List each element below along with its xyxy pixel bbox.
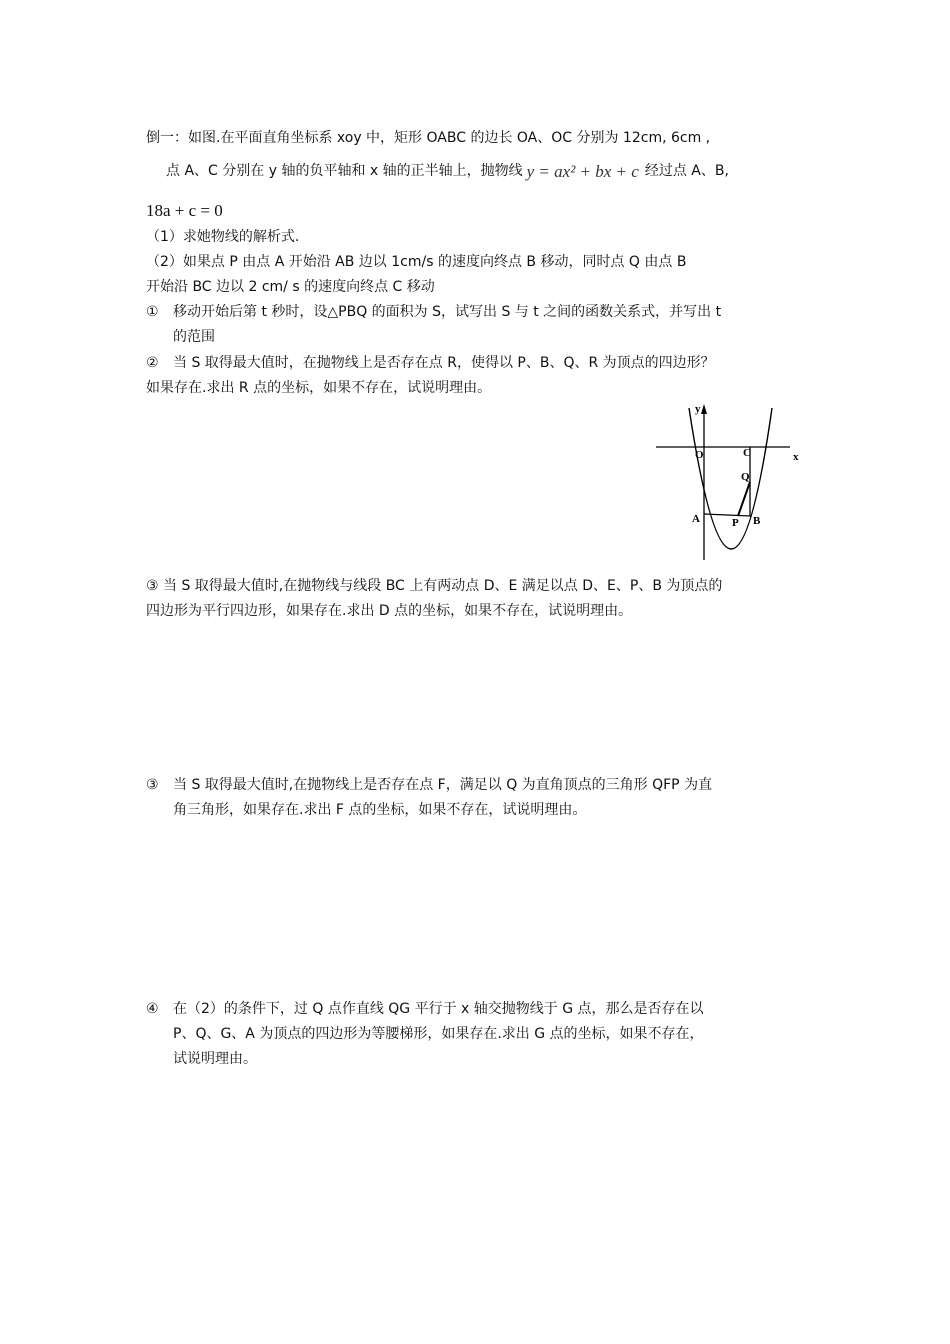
label-q: Q: [741, 471, 750, 483]
label-a: A: [692, 513, 700, 525]
intro-line-2-pre: 点 A、C 分别在 y 轴的负平轴和 x 轴的正半轴上，抛物线: [166, 163, 523, 179]
sub-question-3b-line-2: 角三角形，如果存在.求出 F 点的坐标，如果不存在，试说明理由。: [173, 802, 587, 818]
problem-intro-line-2: [166, 161, 729, 182]
sub-question-2-line-1: 当 S 取得最大值时，在抛物线上是否存在点 R，使得以 P、B、Q、R 为顶点的四边形？: [173, 355, 715, 371]
sub-question-1-line-1: 移动开始后第 t 秒时，设△PBQ 的面积为 S，试写出 S 与 t 之间的函数关系式，并写出 t: [173, 304, 722, 320]
sub-question-3a-line-1: ③ 当 S 取得最大值时,在抛物线与线段 BC 上有两动点 D、E 满足以点 D、E、P、B 为顶点的: [146, 578, 723, 594]
label-x: x: [793, 451, 799, 463]
sub-question-1-line-2: 的范围: [173, 329, 215, 345]
parabola-curve: [689, 408, 772, 549]
coordinate-figure: [652, 400, 812, 565]
sub-question-4-line-1: 在（2）的条件下，过 Q 点作直线 QG 平行于 x 轴交抛物线于 G 点，那么是否存在以: [173, 1001, 704, 1017]
sub-question-4-number: ④: [146, 1001, 159, 1017]
label-b: B: [753, 515, 761, 527]
sub-question-4-line-2: P、Q、G、A 为顶点的四边形为等腰梯形，如果存在.求出 G 点的坐标，如果不存在，: [173, 1026, 704, 1042]
label-y: y: [695, 403, 701, 415]
question-2-line-1: （2）如果点 P 由点 A 开始沿 AB 边以 1cm/s 的速度向终点 B 移动，同时点 Q 由点 B: [146, 254, 687, 270]
question-1: （1）求她物线的解析式.: [146, 229, 300, 245]
intro-line-2-post: 经过点 A、B,: [644, 163, 729, 179]
sub-question-3a-line-2: 四边形为平行四边形，如果存在.求出 D 点的坐标，如果不存在，试说明理由。: [146, 603, 633, 619]
parabola-formula: y = ax² + bx + c: [526, 162, 639, 181]
sub-question-2-number: ②: [146, 355, 159, 371]
y-axis-arrow: [701, 404, 707, 414]
label-p: P: [732, 517, 739, 529]
sub-question-3b-line-1: 当 S 取得最大值时,在抛物线上是否存在点 F，满足以 Q 为直角顶点的三角形 QFP 为直: [173, 777, 713, 793]
sub-question-2-line-2: 如果存在.求出 R 点的坐标，如果不存在，试说明理由。: [146, 380, 492, 396]
sub-question-1-number: ①: [146, 304, 159, 320]
problem-intro-line-1: 倒一：如图.在平面直角坐标系 xoy 中，矩形 OABC 的边长 OA、OC 分别为 12cm, 6cm ,: [146, 130, 711, 146]
label-c: C: [743, 447, 751, 459]
sub-question-4-line-3: 试说明理由。: [173, 1051, 257, 1067]
label-o: O: [695, 449, 704, 461]
constraint-equation: 18a + c = 0: [146, 201, 223, 220]
segment-pq: [738, 482, 750, 516]
question-2-line-2: 开始沿 BC 边以 2 cm/ s 的速度向终点 C 移动: [146, 279, 435, 295]
sub-question-3b-number: ③: [146, 777, 159, 793]
